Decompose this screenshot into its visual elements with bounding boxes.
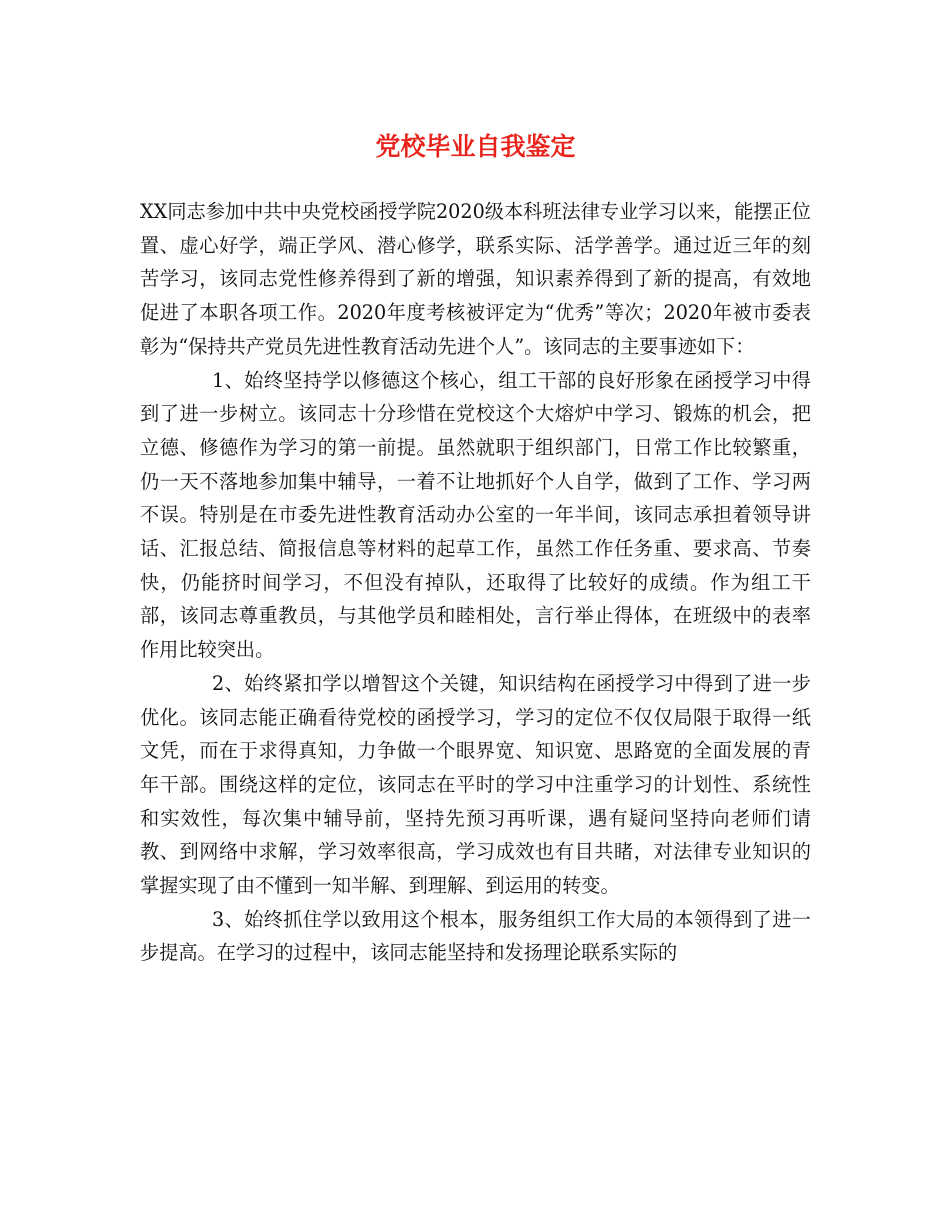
paragraph-2: 2、始终紧扣学以增智这个关键，知识结构在函授学习中得到了进一步优化。该同志能正确看待党校的函授学习，学习的定位不仅仅局限于取得一纸文凭，而在于求得真知，力争做一个眼界宽、知识宽、思路宽的全面发展的青年干部。围绕这样的定位，该同志在平时的学习中注重学习的计划性、系统性和实效性，每次集中辅导前，坚持先预习再听课，遇有疑问坚持向老师们请教、到网络中求解，学习效率很高，学习成效也有目共睹，对法律专业知识的掌握实现了由不懂到一知半解、到理解、到运用的转变。 — [140, 671, 811, 898]
intro-paragraph: XX同志参加中共中央党校函授学院2020级本科班法律专业学习以来，能摆正位置、虚心好学，端正学风、潜心修学，联系实际、活学善学。通过近三年的刻苦学习，该同志党性修养得到了新的增强，知识素养得到了新的提高，有效地促进了本职各项工作。2020年度考核被评定为“优秀”等次；2020年被市委表彰为“保持共产党员先进性教育活动先进个人”。该同志的主要事迹如下： — [140, 200, 811, 358]
paragraph-3: 3、始终抓住学以致用这个根本，服务组织工作大局的本领得到了进一步提高。在学习的过程中，该同志能坚持和发扬理论联系实际的 — [140, 907, 811, 965]
document-title: 党校毕业自我鉴定 — [375, 132, 576, 161]
document-page — [140, 0, 811, 1230]
document-body — [140, 195, 811, 970]
paragraph-1: 1、始终坚持学以修德这个核心，组工干部的良好形象在函授学习中得到了进一步树立。该同志十分珍惜在党校这个大熔炉中学习、锻炼的机会，把立德、修德作为学习的第一前提。虽然就职于组织部门，日常工作比较繁重，仍一天不落地参加集中辅导，一着不让地抓好个人自学，做到了工作、学习两不误。特别是在市委先进性教育活动办公室的一年半间，该同志承担着领导讲话、汇报总结、简报信息等材料的起草工作，虽然工作任务重、要求高、节奏快，仍能挤时间学习，不但没有掉队，还取得了比较好的成绩。作为组工干部，该同志尊重教员，与其他学员和睦相处，言行举止得体，在班级中的表率作用比较突出。 — [140, 368, 811, 662]
